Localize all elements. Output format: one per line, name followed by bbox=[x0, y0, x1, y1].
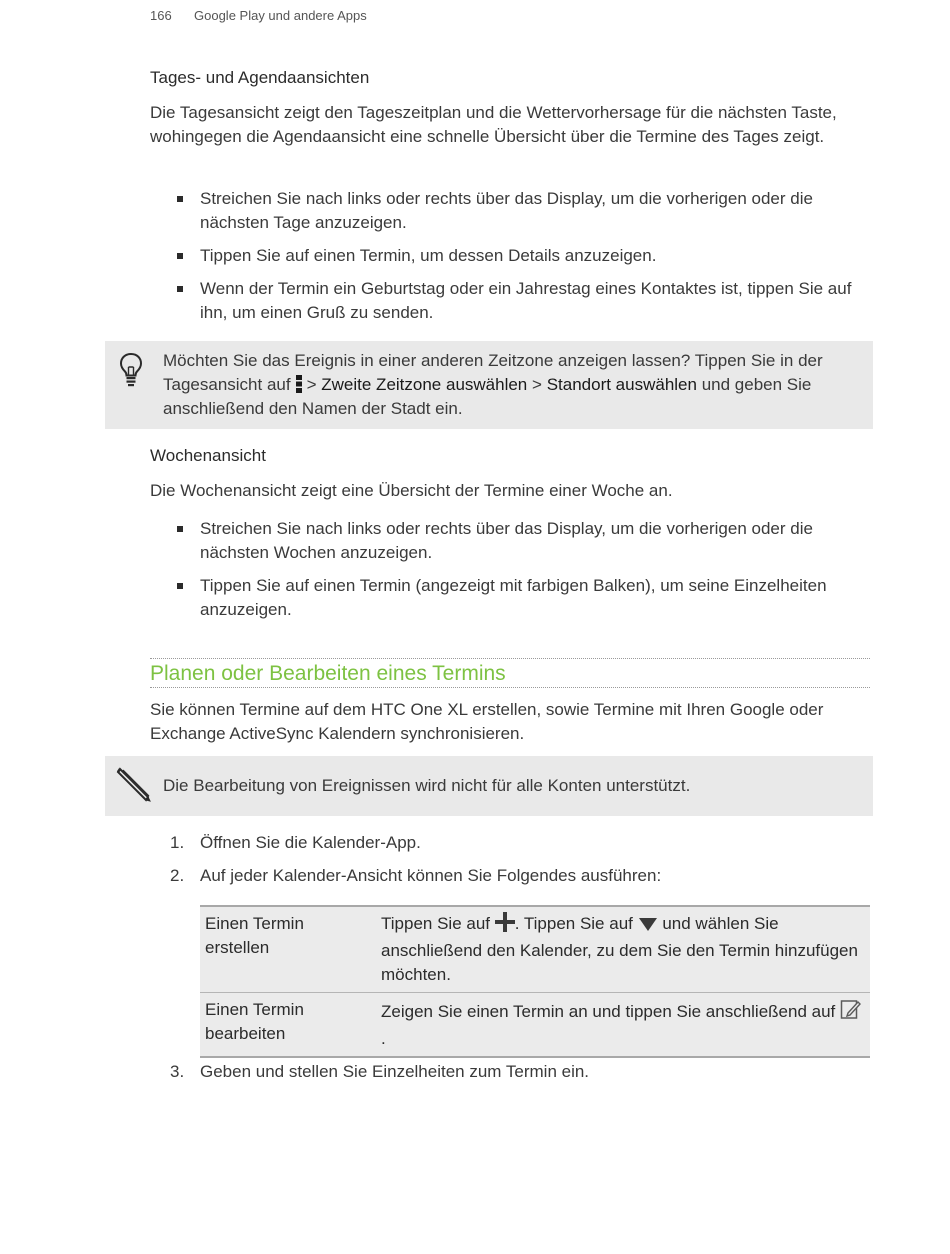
section-intro: Sie können Termine auf dem HTC One XL erstellen, sowie Termine mit Ihren Google oder Exchange ActiveSync Kalendern synchronisieren. bbox=[150, 700, 824, 743]
edit-icon bbox=[840, 998, 862, 1027]
step-text: Auf jeder Kalender-Ansicht können Sie Folgendes ausführen: bbox=[200, 866, 662, 885]
step-number: 2. bbox=[170, 866, 185, 885]
step-number: 1. bbox=[170, 833, 185, 852]
ui-label-select-location: Standort auswählen bbox=[546, 375, 697, 394]
plus-icon bbox=[495, 912, 515, 939]
week-heading: Wochenansicht bbox=[150, 446, 266, 465]
dropdown-triangle-icon bbox=[638, 915, 658, 939]
list-item: Tippen Sie auf einen Termin, um dessen Details anzuzeigen. bbox=[150, 244, 870, 268]
page-header bbox=[150, 8, 367, 23]
week-list bbox=[150, 517, 870, 631]
steps-list-continued bbox=[150, 1060, 870, 1084]
table-cell-description bbox=[376, 993, 870, 1058]
cell-text: und wählen Sie anschließend den Kalender, zu dem Sie den Termin hinzufügen möchten. bbox=[381, 914, 858, 984]
tip-text-after: und geben Sie anschließend den Namen der Stadt ein. bbox=[163, 375, 812, 418]
table-row bbox=[200, 993, 870, 1058]
table-cell-description bbox=[376, 906, 870, 993]
tip-text bbox=[163, 349, 849, 421]
table-cell-action: Einen Termin erstellen bbox=[205, 914, 304, 957]
cell-text: . Tippen Sie auf bbox=[514, 914, 633, 933]
note-text: Die Bearbeitung von Ereignissen wird nicht für alle Konten unterstützt. bbox=[163, 776, 691, 795]
note-box bbox=[105, 756, 873, 816]
actions-table bbox=[200, 905, 870, 1058]
lightbulb-icon bbox=[119, 352, 143, 393]
cell-text: Zeigen Sie einen Termin an und tippen Sie anschließend auf bbox=[381, 1002, 836, 1021]
cell-text: . bbox=[381, 1029, 386, 1048]
tip-text-before: Möchten Sie das Ereignis in einer anderen Zeitzone anzeigen lassen? Tippen Sie in der Tagesansicht auf bbox=[163, 351, 823, 394]
menu-icon bbox=[295, 375, 303, 393]
pencil-icon bbox=[115, 766, 151, 807]
ui-label-second-timezone: Zweite Zeitzone auswählen bbox=[321, 375, 528, 394]
week-intro: Die Wochenansicht zeigt eine Übersicht der Termine einer Woche an. bbox=[150, 481, 673, 500]
table-cell-action: Einen Termin bearbeiten bbox=[200, 993, 376, 1058]
day-agenda-list bbox=[150, 187, 870, 334]
breadcrumb-separator: > bbox=[532, 375, 542, 394]
cell-text: Tippen Sie auf bbox=[381, 914, 490, 933]
list-item: Streichen Sie nach links oder rechts über das Display, um die vorherigen oder die nächsten Wochen anzuzeigen. bbox=[150, 517, 870, 565]
breadcrumb-separator: > bbox=[306, 375, 317, 394]
list-item bbox=[150, 1060, 870, 1084]
list-item bbox=[150, 831, 870, 855]
list-item: Streichen Sie nach links oder rechts über das Display, um die vorherigen oder die nächsten Tage anzuzeigen. bbox=[150, 187, 870, 235]
step-number: 3. bbox=[170, 1062, 185, 1081]
list-item bbox=[150, 864, 870, 888]
step-text: Öffnen Sie die Kalender-App. bbox=[200, 833, 421, 852]
steps-list bbox=[150, 831, 870, 888]
tip-box bbox=[105, 341, 873, 429]
day-agenda-intro: Die Tagesansicht zeigt den Tageszeitplan und die Wettervorhersage für die nächsten Taste, wohingegen die Agendaansicht eine schnelle Übersicht über die Termine des Tages zeigt. bbox=[150, 103, 837, 146]
page-number: 166 bbox=[150, 8, 172, 23]
day-agenda-heading: Tages- und Agendaansichten bbox=[150, 68, 370, 87]
section-title: Planen oder Bearbeiten eines Termins bbox=[150, 658, 870, 688]
chapter-title: Google Play und andere Apps bbox=[194, 8, 367, 23]
list-item: Wenn der Termin ein Geburtstag oder ein Jahrestag eines Kontaktes ist, tippen Sie auf ihn, um einen Gruß zu senden. bbox=[150, 277, 870, 325]
table-row bbox=[200, 906, 870, 993]
step-text: Geben und stellen Sie Einzelheiten zum Termin ein. bbox=[200, 1062, 590, 1081]
list-item: Tippen Sie auf einen Termin (angezeigt mit farbigen Balken), um seine Einzelheiten anzuzeigen. bbox=[150, 574, 870, 622]
